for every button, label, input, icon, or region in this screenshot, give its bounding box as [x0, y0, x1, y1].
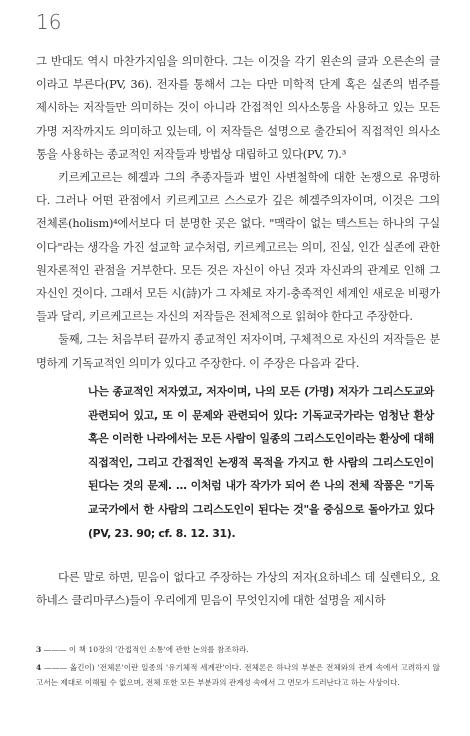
- paragraph: 그 반대도 역시 마찬가지임을 의미한다. 그는 이것을 각기 왼손의 글과 오른손의 글이라고 부른다(PV, 36). 전자를 통해서 그는 다만 미학적 단계 혹은 실존의 범주를 제시하는 저작들만 의미하는 것이 아니라 간접적인 의사소통을 사용하고 있는 모든 가명 저작까지도 의미하고 있는데, 이 저작들은 설명으로 출간되어 직접적인 의사소통을 사용하는 종교적인 저작들과 방법상 대립하고 있다(PV, 7).³: [36, 55, 440, 161]
- footnote-dash: ———: [44, 662, 67, 672]
- footnote-dash: ———: [43, 645, 67, 654]
- footnote-number: 3: [36, 645, 42, 654]
- paragraph: 다른 말로 하면, 믿음이 없다고 주장하는 가상의 저자(요하네스 데 실렌티오, 요하네스 클리마쿠스)들이 우리에게 믿음이 무엇인지에 대한 설명을 제시하: [36, 571, 440, 608]
- footnote: [36, 660, 440, 691]
- footnotes: [36, 642, 440, 693]
- page-number: 16: [36, 10, 62, 34]
- tail-text: [36, 566, 440, 612]
- paragraph: 키르케고르는 헤겔과 그의 추종자들과 벌인 사변철학에 대한 논쟁으로 유명하다. 그러나 어떤 관점에서 키르케고르 스스로가 깊은 헤겔주의자이며, 이것은 그의 전체론(holism)⁴에서보다 더 분명한 곳은 없다. "맥락이 없는 텍스트는 하나의 구실이다"라는 생각을 가진 설교학 교수처럼, 키르케고르는 의미, 진실, 인간 실존에 관한 원자론적인 관점을 거부한다. 모든 것은 자신이 아닌 것과 자신과의 관계로 인해 그 자신인 것이다. 그래서 모든 시(詩)가 그 자체로 자기-충족적인 세계인 새로운 비평가들과 달리, 키르케고르는 자신의 저작들은 전체적으로 읽혀야 한다고 주장한다.: [36, 171, 440, 324]
- footnote-text: 이 책 10장의 '간접적인 소통'에 관한 논의를 참조하라.: [68, 645, 249, 654]
- block-quote: 나는 종교적인 저자였고, 저자이며, 나의 모든 (가명) 저자가 그리스도교와 관련되어 있고, 또 이 문제와 관련되어 있다: 기독교국가라는 엄청난 환상 혹은 이러한 나라에서는 모든 사람이 일종의 그리스도인이라는 환상에 대해 직접적인, 그리고 간접적인 논쟁적 목적을 가지고 한 사람의 그리스도인이 된다는 것의 문제. … 이처럼 내가 작가가 되어 쓴 나의 전체 작품은 "기독교국가에서 한 사람의 그리스도인이 된다는 것"을 중심으로 돌아가고 있다(PV, 23. 90; cf. 8. 12. 31).: [88, 385, 434, 540]
- paragraph: 둘째, 그는 처음부터 끝까지 종교적인 저자이며, 구체적으로 자신의 저작들은 분명하게 기독교적인 의미가 있다고 주장한다. 이 주장은 다음과 같다.: [36, 333, 440, 370]
- footnote-number: 4: [36, 662, 42, 672]
- footnote: [36, 642, 440, 658]
- body-text: [36, 50, 440, 375]
- footnote-text: 옮긴이) '전체론'이란 일종의 '유기체적 세계관'이다. 전체론은 하나의 부분은 전체와의 관계 속에서 고려하지 않고서는 제대로 이해될 수 없으며, 전체 또한 모든 부분과의 관계성 속에서 그 면모가 드러난다고 하는 사상이다.: [36, 662, 441, 687]
